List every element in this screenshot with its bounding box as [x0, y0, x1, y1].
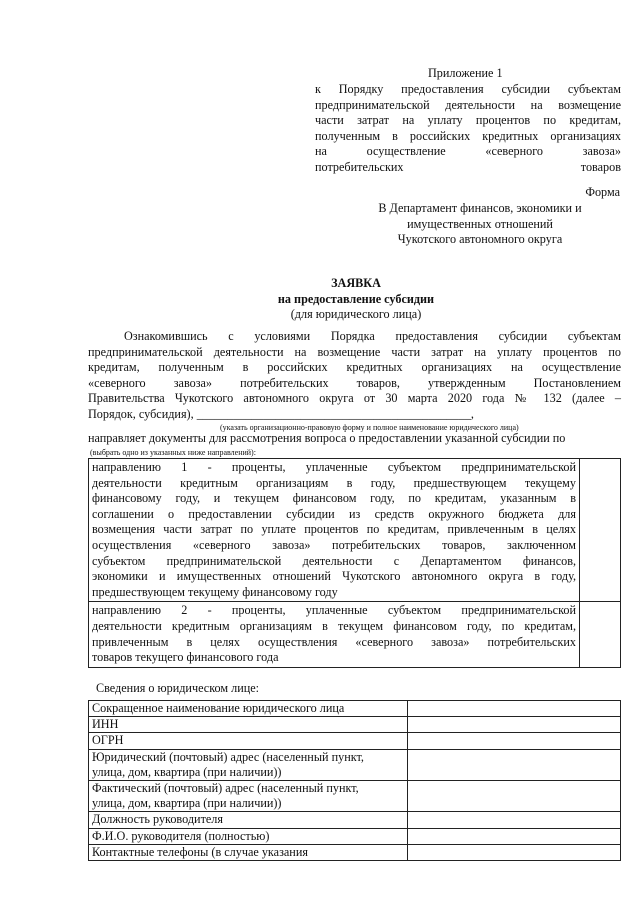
- info-value-field[interactable]: [408, 701, 621, 717]
- text-line: «северного завоза» потребительских товаров, утвержденным Постановлением: [88, 375, 621, 390]
- info-title: Сведения о юридическом лице:: [96, 681, 260, 695]
- info-value-field[interactable]: [408, 812, 621, 828]
- info-row: [89, 749, 621, 780]
- text-line: Ознакомившись с условиями Порядка предоставления субсидии субъектам: [124, 329, 621, 343]
- info-label-line: Сокращенное наименование юридического лица: [92, 701, 345, 715]
- text-line: кредитам, полученным в российских кредитных организациях на осуществление: [88, 360, 621, 375]
- option-1-checkbox[interactable]: [580, 459, 621, 602]
- choose-hint: (выбрать одно из указанных ниже направлений):: [90, 448, 256, 457]
- info-label-line: ИНН: [92, 717, 119, 732]
- option-1-text: [89, 459, 580, 602]
- text-line: возмещения части затрат по уплате процентов по кредитам, привлеченным в целях: [92, 522, 576, 537]
- text-line: к Порядку предоставления субсидии субъектам: [315, 82, 621, 96]
- info-label-line: улица, дом, квартира (при наличии)): [92, 764, 282, 779]
- text-line: субъектом предпринимательской деятельности с Департаментом финансов,: [92, 553, 576, 568]
- intro-paragraph: [88, 329, 621, 407]
- text-line: предпринимательской деятельности на возмещение части затрат на уплату процентов по: [88, 344, 621, 359]
- option-row-2: [89, 602, 621, 667]
- text-line: направлению 1 - проценты, уплаченные субъектом предпринимательской: [92, 460, 576, 474]
- info-label-line: улица, дом, квартира (при наличии)): [92, 796, 282, 811]
- info-row: [89, 812, 621, 828]
- info-row: [89, 701, 621, 717]
- info-label: [89, 749, 408, 780]
- form-label: Форма: [585, 185, 620, 199]
- text-line: имущественных отношений: [407, 216, 553, 231]
- info-row: [89, 844, 621, 860]
- info-value-field[interactable]: [408, 717, 621, 733]
- info-label: [89, 844, 408, 860]
- info-row: [89, 781, 621, 812]
- info-value-field[interactable]: [408, 828, 621, 844]
- info-label: [89, 701, 408, 717]
- doc-subtitle-note: (для юридического лица): [290, 307, 422, 321]
- text-line: экономики и имущественных отношений Чукотского автономного округа в году,: [92, 569, 576, 584]
- info-label-line: Ф.И.О. руководителя (полностью): [92, 828, 270, 843]
- info-row: [89, 733, 621, 749]
- text-line: направлению 2 - проценты, уплаченные субъектом предпринимательской: [92, 603, 576, 618]
- info-value-field[interactable]: [408, 844, 621, 860]
- option-2-last-line: товаров текущего финансового года: [92, 650, 279, 665]
- appendix-title: Приложение 1: [428, 66, 503, 80]
- info-value-field[interactable]: [408, 749, 621, 780]
- info-label: [89, 781, 408, 812]
- appendix-text: [315, 82, 621, 176]
- option-2-checkbox[interactable]: [580, 602, 621, 667]
- info-table: [88, 700, 621, 861]
- info-label: [89, 717, 408, 733]
- text-line: финансовому году, и текущем финансовом году, по кредитам, указанным в: [92, 491, 576, 506]
- text-line: на осуществление «северного завоза»: [315, 144, 621, 159]
- text-line: Правительства Чукотского автономного округа от 30 марта 2020 года № 132 (далее –: [88, 391, 621, 406]
- info-label-line: Юридический (почтовый) адрес (населенный пункт,: [92, 749, 364, 764]
- text-line: части затрат на уплату процентов по кредитам,: [315, 113, 621, 128]
- text-line: деятельности кредитным организациям в текущем финансовом году, по кредитам,: [92, 618, 576, 633]
- text-line: Чукотского автономного округа: [397, 232, 563, 247]
- info-label: [89, 812, 408, 828]
- info-row: [89, 828, 621, 844]
- option-row-1: [89, 459, 621, 602]
- direction-options-table: [88, 458, 621, 668]
- text-line: деятельности кредитным организациям в году, предшествующем текущему: [92, 475, 576, 490]
- info-label-line: Контактные телефоны (в случае указания: [92, 844, 308, 859]
- info-value-field[interactable]: [408, 781, 621, 812]
- option-2-text: [89, 602, 580, 667]
- text-line: соглашении о предоставлении субсидии из средств окружного бюджета для: [92, 506, 576, 521]
- option-1-last-line: предшествующем текущему финансовому году: [92, 584, 338, 599]
- text-line: полученным в российских кредитных организациях: [315, 128, 621, 143]
- text-line: привлеченным в целях осуществления «северного завоза» потребительских: [92, 634, 576, 649]
- org-name-hint: (указать организационно-правовую форму и полное наименование юридического лица): [220, 423, 519, 432]
- info-label: [89, 828, 408, 844]
- info-label-line: ОГРН: [92, 733, 124, 748]
- text-line: осуществления «северного завоза» потребительских товаров, заключенном: [92, 537, 576, 552]
- info-value-field[interactable]: [408, 733, 621, 749]
- text-line: В Департамент финансов, экономики и: [378, 201, 582, 215]
- info-label: [89, 733, 408, 749]
- info-label-line: Фактический (почтовый) адрес (населенный пункт,: [92, 781, 359, 796]
- intro-last-line: Порядок, субсидия), _____________________________________________,: [88, 407, 474, 421]
- direction-line: направляет документы для рассмотрения вопроса о предоставлении указанной субсидии по: [88, 431, 566, 445]
- doc-subtitle: на предоставление субсидии: [277, 292, 435, 306]
- info-label-line: Должность руководителя: [92, 812, 223, 827]
- doc-title: ЗАЯВКА: [331, 276, 381, 290]
- info-row: [89, 717, 621, 733]
- text-line: предпринимательской деятельности на возмещение: [315, 97, 621, 112]
- addressee: [360, 201, 600, 248]
- text-line: потребительских товаров: [315, 159, 621, 174]
